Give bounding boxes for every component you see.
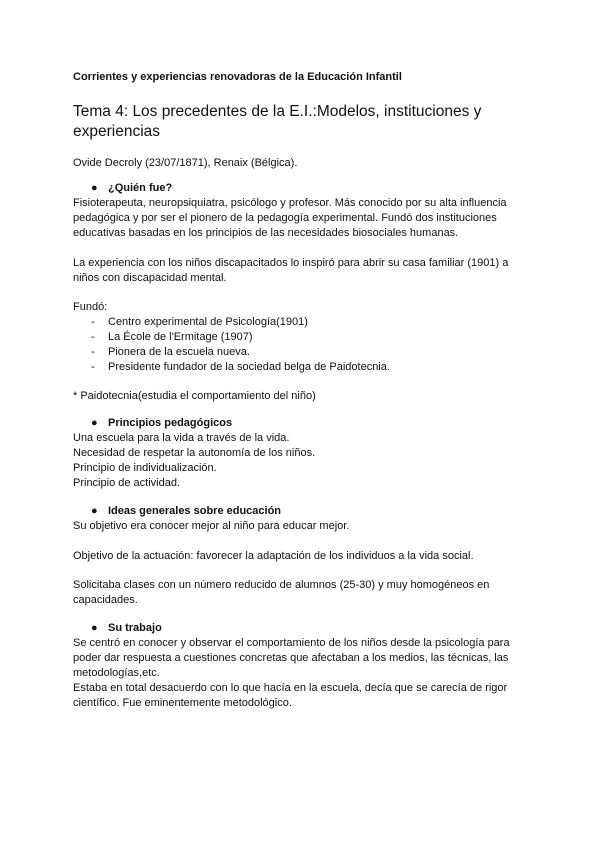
paragraph: La experiencia con los niños discapacitados lo inspiró para abrir su casa familiar (1901) a niños con discapacidad mental. — [73, 257, 509, 284]
section-heading-ideas — [91, 505, 281, 517]
list-item: - Pionera de la escuela nueva. — [91, 346, 250, 358]
paragraph: Solicitaba clases con un número reducido de alumnos (25-30) y muy homogéneos en capacidades. — [73, 579, 490, 606]
list-item: - La École de l'Ermitage (1907) — [91, 331, 253, 343]
list-item: Necesidad de respetar la autonomía de los niños. — [73, 447, 316, 459]
page-title: Tema 4: Los precedentes de la E.I.:Modelos, instituciones y experiencias — [73, 103, 482, 140]
section-heading-label: Principios pedagógicos — [108, 417, 233, 429]
section-heading-principios — [91, 417, 232, 429]
bullet-icon: ● — [91, 417, 98, 429]
paragraph: Objetivo de la actuación: favorecer la adaptación de los individuos a la vida social. — [73, 550, 474, 562]
dash-icon: - — [91, 316, 95, 328]
list-item: - Centro experimental de Psicología(1901) — [91, 316, 308, 328]
fundo-list — [91, 315, 390, 375]
list-item: - Presidente fundador de la sociedad belga de Paidotecnia. — [91, 361, 390, 373]
bullet-icon: ● — [91, 505, 98, 517]
section-heading-quien-fue — [91, 182, 172, 194]
section-heading-label: Su trabajo — [108, 622, 162, 634]
paragraph: Su objetivo era conocer mejor al niño para educar mejor. — [73, 520, 350, 532]
section-heading-label: Ideas generales sobre educación — [108, 505, 282, 517]
principios-list — [73, 431, 315, 491]
document-header: Corrientes y experiencias renovadoras de la Educación Infantil — [73, 71, 402, 83]
bullet-icon: ● — [91, 182, 98, 194]
section-heading-label: ¿Quién fue? — [108, 182, 173, 194]
section-heading-trabajo — [91, 622, 162, 634]
dash-icon: - — [91, 346, 95, 358]
bullet-icon: ● — [91, 622, 98, 634]
dash-icon: - — [91, 331, 95, 343]
list-item: Principio de actividad. — [73, 477, 181, 489]
list-item: Una escuela para la vida a través de la vida. — [73, 432, 290, 444]
paragraph: Se centró en conocer y observar el comportamiento de los niños desde la psicología para poder dar respuesta a cuestiones concretas que afectaban a los medios, las técnicas, las metodologías,etc. — [73, 637, 510, 679]
paragraph: Fisioterapeuta, neuropsiquiatra, psicólogo y profesor. Más conocido por su alta influencia pedagógica y por ser el pionero de la pedagogía experimental. Fundó dos instituciones educativas basadas en los principios de las necesidades biosociales humanas. — [73, 197, 507, 239]
footnote: * Paidotecnia(estudia el comportamiento del niño) — [73, 390, 316, 402]
dash-icon: - — [91, 361, 95, 373]
paragraph: Estaba en total desacuerdo con lo que hacía en la escuela, decía que se carecía de rigor científico. Fue eminentemente metodológico. — [73, 682, 508, 709]
intro-line: Ovide Decroly (23/07/1871), Renaix (Bélgica). — [73, 157, 298, 169]
list-item: Principio de individualización. — [73, 462, 217, 474]
fundo-label: Fundó: — [73, 301, 108, 313]
